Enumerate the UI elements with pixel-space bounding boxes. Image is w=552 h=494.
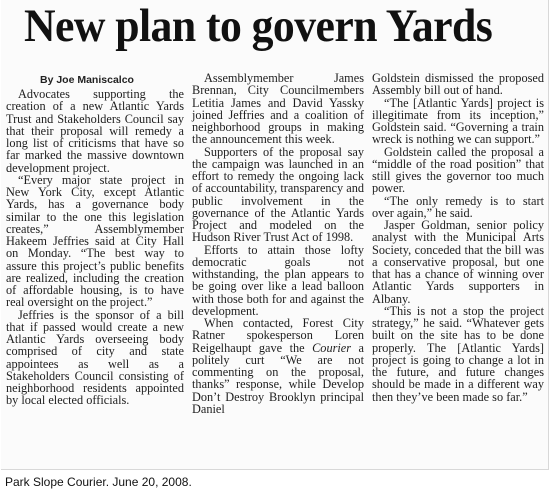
paragraph: When contacted, Forest City Ratner spokesperson Loren Reigelhaupt gave the Courier a politely curt “We are not commenting on the proposal, thanks” response, while Develop Don’t Destroy Brooklyn principal Daniel [192,316,364,416]
article-column-1 [6,74,184,407]
headline: New plan to govern Yards [23,0,493,52]
paragraph: Advocates supporting the creation of a new Atlantic Yards Trust and Stakeholders Council say that their proposal will remedy a long list of criticisms that have so far marked the massive downtown development project. [6,87,184,175]
paragraph: Goldstein called the proposal a “middle of the road position” that still gives the governor too much power. [372,144,544,196]
paragraph: Assemblymember James Brennan, City Councilmembers Letitia James and David Yassky joined Jeffries and a coalition of neighborhood groups in making the announcement this week. [192,71,364,147]
article-column-3 [372,72,544,403]
paragraph: Goldstein dismissed the proposed Assembly bill out of hand. [372,71,544,98]
paragraph: Supporters of the proposal say the campaign was launched in an effort to remedy the ongoing lack of accountability, transparency and public involvement in the governance of the Atlantic Yards Project and modeled on the Hudson River Trust Act of 1998. [192,144,364,245]
paragraph: “The only remedy is to start over again,” he said. [372,193,544,220]
paragraph: “This is not a stop the project strategy,” he said. “Whatever gets built on the site has to be done properly. The [Atlantic Yards] project is going to change a lot in the future, and future changes should be made in a different way then they’ve been made so far.” [372,303,544,404]
paragraph: Jasper Goldman, senior policy analyst with the Municipal Arts Society, conceded that the bill was a conservative proposal, but one that has a chance of winning over Atlantic Yards supporters in Albany. [372,218,544,306]
source-caption: Park Slope Courier. June 20, 2008. [5,475,192,489]
article-column-2 [192,72,364,415]
byline: By Joe Maniscalco [40,74,134,86]
paragraph: “Every major state project in New York City, except Atlantic Yards, has a governance body similar to the one this legislation creates,” Assemblymember Hakeem Jeffries said at City Hall on Monday. “The best way to assure this project’s public benefits are realized, including the creation of affordable housing, is to have real oversight on the project.” [6,172,184,310]
paragraph: Efforts to attain those lofty democratic goals not withstanding, the plan appears to be going over like a lead balloon with those both for and against the development. [192,242,364,318]
paragraph: Jeffries is the sponsor of a bill that if passed would create a new Atlantic Yards overseeing body comprised of city and state appointees as well as a Stakeholders Council consisting of neighborhood residents appointed by local elected officials. [6,307,184,408]
paragraph: “The [Atlantic Yards] project is illegitimate from its inception,” Goldstein said. “Governing a train wreck is nothing we can support.” [372,95,544,147]
